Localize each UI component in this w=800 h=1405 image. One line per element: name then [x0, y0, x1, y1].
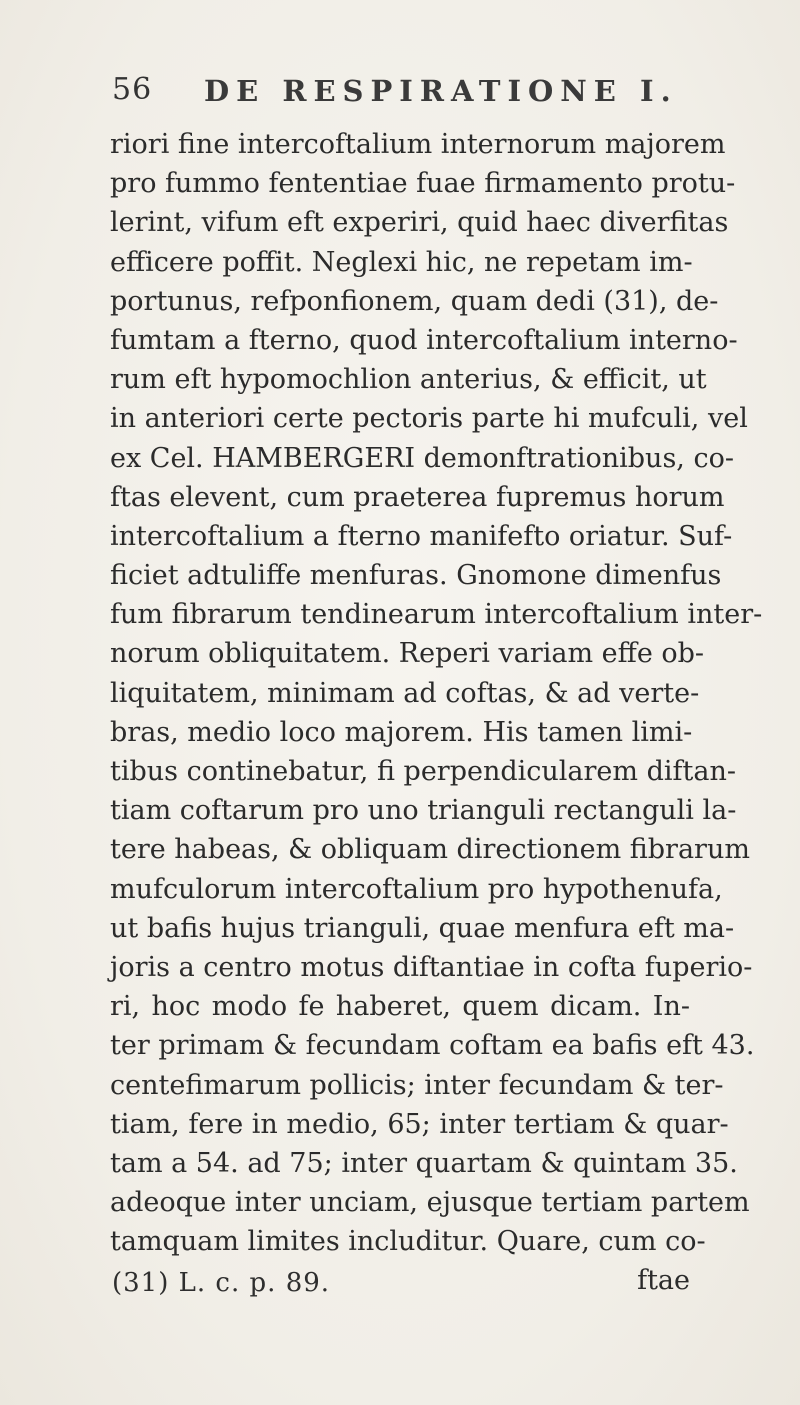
text-line: in anteriori certe pectoris parte hi mufculi, vel	[110, 403, 748, 435]
text-line: fum fibrarum tendinearum intercoftalium inter-	[110, 599, 763, 631]
text-line: pro fummo fententiae fuae firmamento protu-	[110, 168, 736, 200]
page-header	[112, 72, 692, 122]
text-line: riori fine intercoftalium internorum majorem	[110, 129, 726, 160]
text-line: ex Cel. HAMBERGERI demonftrationibus, co-	[110, 442, 734, 474]
text-line: fumtam a fterno, quod intercoftalium interno-	[110, 324, 738, 356]
text-line: ftas elevent, cum praeterea fupremus horum	[110, 481, 725, 513]
text-line: liquitatem, minimam ad coftas, & ad verte-	[110, 677, 700, 709]
text-line: lerint, vifum eft experiri, quid haec diverfitas	[110, 207, 729, 239]
text-line: norum obliquitatem. Reperi variam effe ob-	[110, 638, 705, 670]
text-line: intercoftalium a fterno manifefto oriatur. Suf-	[110, 520, 733, 552]
text-line: ut bafis hujus trianguli, quae menfura eft ma-	[110, 912, 735, 944]
text-line: bras, medio loco majorem. His tamen limi-	[110, 716, 693, 748]
page-number: 56	[112, 72, 153, 107]
text-line: tiam, fere in medio, 65; inter tertiam & quar-	[110, 1108, 729, 1140]
text-line: tamquam limites includitur. Quare, cum co-	[110, 1226, 706, 1258]
body-text	[110, 125, 763, 1301]
text-line: centefimarum pollicis; inter fecundam & ter-	[110, 1069, 724, 1101]
catchword: ftae	[637, 1265, 690, 1297]
text-line: mufculorum intercoftalium pro hypothenufa,	[110, 873, 723, 905]
footnote: (31) L. c. p. 89.	[112, 1268, 331, 1298]
text-line: tere habeas, & obliquam directionem fibrarum	[110, 834, 750, 866]
running-title: DE RESPIRATIONE I.	[204, 74, 678, 108]
text-line: ter primam & fecundam coftam ea bafis eft 43.	[110, 1030, 755, 1062]
text-line: ficiet adtuliffe menfuras. Gnomone dimenfus	[110, 560, 722, 592]
text-line: rum eft hypomochlion anterius, & efficit, ut	[110, 364, 707, 396]
text-line: portunus, refponfionem, quam dedi (31), de-	[110, 285, 719, 317]
text-line: joris a centro motus diftantiae in cofta fuperio-	[110, 951, 753, 983]
text-line: tiam coftarum pro uno trianguli rectanguli la-	[110, 795, 737, 827]
text-line: tam a 54. ad 75; inter quartam & quintam 35.	[110, 1147, 738, 1179]
text-line: tibus continebatur, fi perpendicularem diftan-	[110, 756, 736, 787]
text-line: adeoque inter unciam, ejusque tertiam partem	[110, 1187, 750, 1219]
text-line: ri, hoc modo fe haberet, quem dicam. In-	[110, 991, 690, 1023]
text-line: efficere poffit. Neglexi hic, ne repetam im-	[110, 246, 693, 278]
